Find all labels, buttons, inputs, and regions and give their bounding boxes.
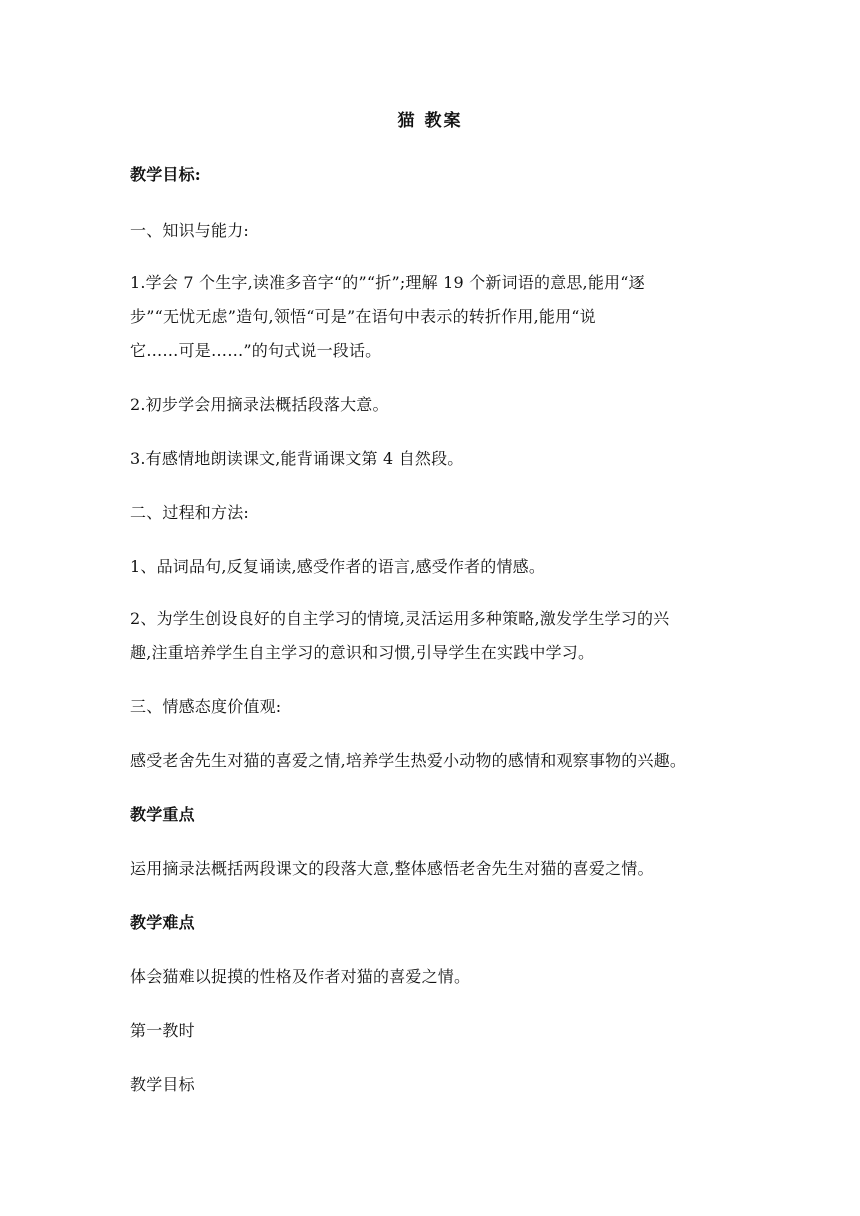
objective-item-2: 2.初步学会用摘录法概括段落大意。 [130,395,389,414]
objective-item-1-line-2: 步”“无忧无虑”造句,领悟“可是”在语句中表示的转折作用,能用“说 [130,307,596,326]
difficulty-heading: 教学难点 [130,913,195,932]
document-title: 猫 教案 [397,111,463,131]
method-item-2-line-2: 趣,注重培养学生自主学习的意识和习惯,引导学生在实践中学习。 [130,643,595,662]
section-attitude-heading: 三、情感态度价值观: [130,697,282,716]
objectives-heading: 教学目标: [130,165,201,184]
section-process-heading: 二、过程和方法: [130,503,249,522]
method-item-2-line-1: 2、为学生创设良好的自主学习的情境,灵活运用多种策略,激发学生学习的兴 [130,609,670,628]
objective-item-1-line-1: 1.学会 7 个生字,读准多音字“的”“折”;理解 19 个新词语的意思,能用“逐 [130,273,645,292]
attitude-text: 感受老舍先生对猫的喜爱之情,培养学生热爱小动物的感情和观察事物的兴趣。 [130,751,687,770]
first-lesson-label: 第一教时 [130,1021,195,1040]
objective-item-1-line-3: 它……可是……”的句式说一段话。 [130,341,382,360]
key-points-heading: 教学重点 [130,805,195,824]
lesson-objectives-label: 教学目标 [130,1075,195,1094]
key-points-text: 运用摘录法概括两段课文的段落大意,整体感悟老舍先生对猫的喜爱之情。 [130,859,654,878]
difficulty-text: 体会猫难以捉摸的性格及作者对猫的喜爱之情。 [130,967,471,986]
section-knowledge-heading: 一、知识与能力: [130,221,249,240]
objective-item-3: 3.有感情地朗读课文,能背诵课文第 4 自然段。 [130,449,464,468]
method-item-1: 1、品词品句,反复诵读,感受作者的语言,感受作者的情感。 [130,557,546,576]
